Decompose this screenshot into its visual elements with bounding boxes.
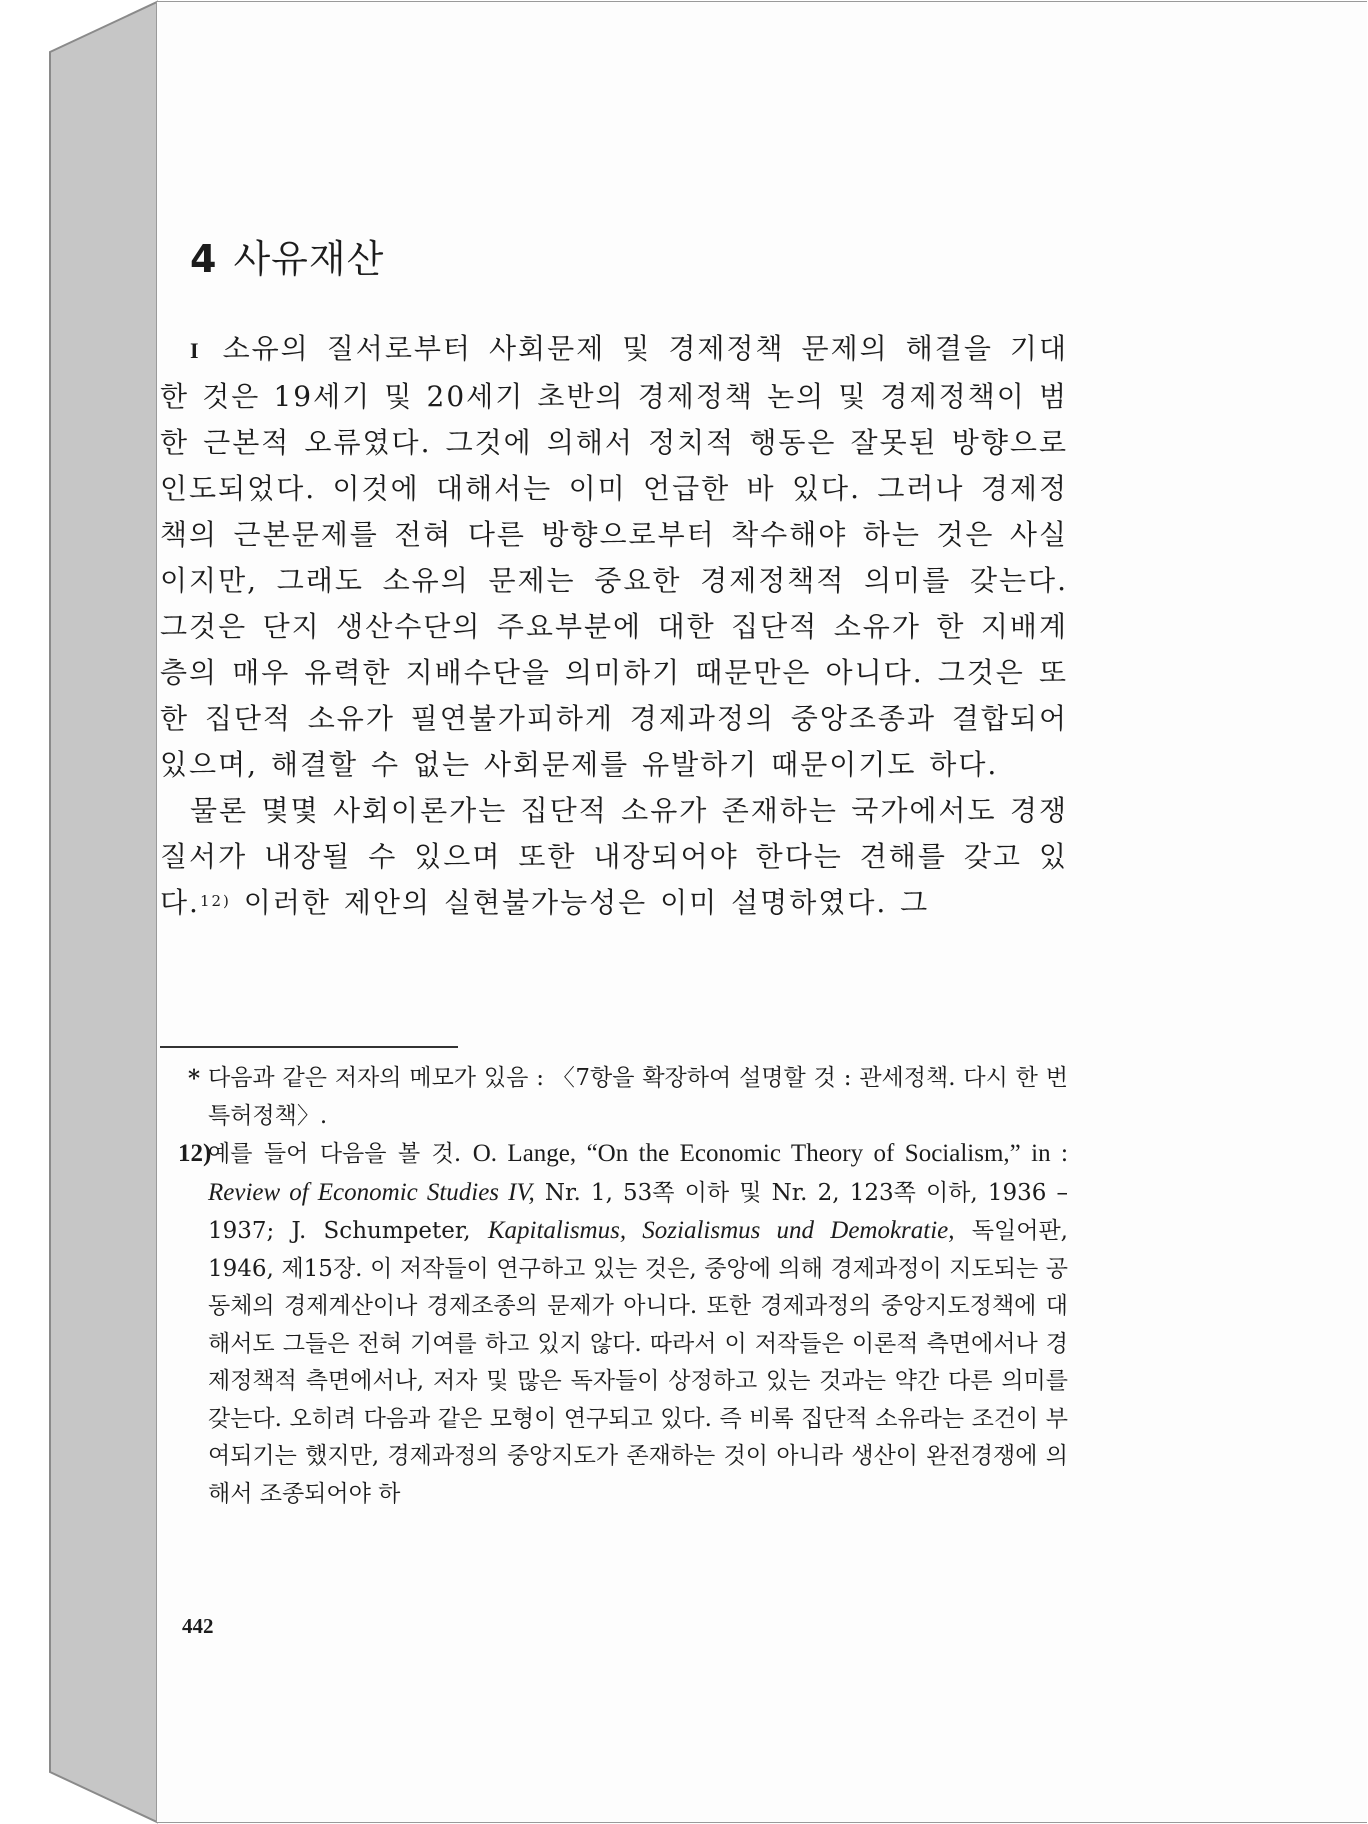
paragraph: [160, 788, 1068, 926]
footnote-text: 예를 들어 다음을 볼 것.: [208, 1141, 473, 1167]
footnote-divider: [160, 1046, 458, 1048]
book-title: Kapitalismus, Sozialismus und Demokratie,: [487, 1217, 955, 1244]
footnote-mark: 12): [178, 1140, 212, 1167]
footnote-star: [160, 1060, 1068, 1135]
paragraph-text: 물론 몇몇 사회이론가는 집단적 소유가 존재하는 국가에서도 경쟁질서가 내장될 수 있으며 또한 내장되어야 한다는 견해를 갖고 있다.: [160, 794, 1068, 919]
journal-title: Review of Economic Studies IV,: [208, 1178, 535, 1206]
heading-title: 사유재산: [233, 237, 385, 281]
body-text: [160, 326, 1068, 926]
paragraph-text: 소유의 질서로부터 사회문제 및 경제정책 문제의 해결을 기대한 것은 19세기 및 20세기 초반의 경제정책 논의 및 경제정책이 범한 근본적 오류였다. 그것에 의해서 정치적 행동은 잘못된 방향으로 인도되었다. 이것에 대해서는 이미 언급한 바 있다. 그러나 경제정책의 근본문제를 전혀 다른 방향으로부터 착수해야 하는 것은 사실이지만, 그래도 소유의 문제는 중요한 경제정책적 의미를 갖는다. 그것은 단지 생산수단의 주요부분에 대한 집단적 소유가 한 지배계층의 매우 유력한 지배수단을 의미하기 때문만은 아니다. 그것은 또한 집단적 소유가 필연불가피하게 경제과정의 중앙조종과 결합되어 있으며, 해결할 수 없는 사회문제를 유발하기 때문이기도 하다.: [160, 332, 1068, 781]
citation-details: Nr. 1, 53쪽 이하 및 Nr. 2, 123쪽 이하, 1936 – 1937; J. Schumpeter,: [208, 1179, 1069, 1244]
footnote-12: [160, 1135, 1068, 1513]
paragraph: [160, 326, 1068, 788]
chapter-heading: [190, 228, 384, 283]
page-number: 442: [182, 1614, 214, 1638]
section-mark: I: [190, 338, 201, 363]
footnotes: [160, 1060, 1068, 1513]
footnote-text-continued: 독일어판, 1946, 제15장. 이 저작들이 연구하고 있는 것은, 중앙에 의해 경제과정이 지도되는 공동체의 경제계산이나 경제조종의 문제가 아니다. 또한 경제과정의 중앙지도정책에 대해서도 그들은 전혀 기여를 하고 있지 않다. 따라서 이 저작들은 이론적 측면에서나 경제정책적 측면에서나, 저자 및 많은 독자들이 상정하고 있는 것과는 약간 다른 의미를 갖는다. 오히려 다음과 같은 모형이 연구되고 있다. 즉 비록 집단적 소유라는 조건이 부여되기는 했지만, 경제과정의 중앙지도가 존재하는 것이 아니라 생산이 완전경쟁에 의해서 조종되어야 하: [208, 1218, 1068, 1507]
footnote-reference: 12): [199, 892, 231, 910]
citation-lange: O. Lange, “On the Economic Theory of Socialism,” in :: [472, 1140, 1068, 1167]
heading-number: 4: [190, 237, 218, 281]
paragraph-text-tail: 이러한 제안의 실현불가능성은 이미 설명하였다. 그: [230, 886, 930, 919]
footnote-mark: *: [188, 1065, 201, 1092]
footnote-text: 다음과 같은 저자의 메모가 있음 : 〈7항을 확장하여 설명할 것 : 관세정책. 다시 한 번 특허정책〉.: [208, 1065, 1068, 1129]
